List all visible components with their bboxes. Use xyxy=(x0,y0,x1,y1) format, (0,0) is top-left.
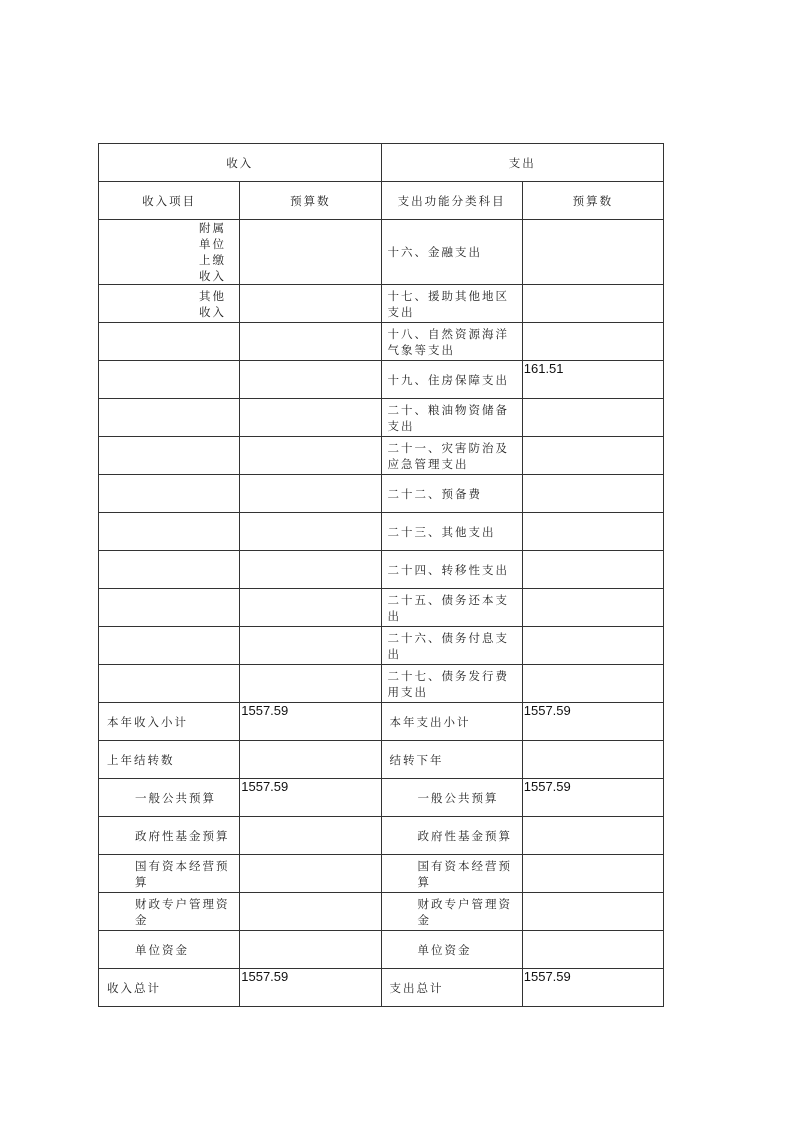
income-value xyxy=(240,779,381,817)
expense-item: 十九、住房保障支出 xyxy=(381,361,522,399)
expense-value xyxy=(522,399,663,437)
expense-value-text: 1557.59 xyxy=(523,779,571,794)
income-item xyxy=(99,551,240,589)
expense-value xyxy=(522,513,663,551)
expense-value-text: 161.51 xyxy=(523,361,564,376)
summary-row xyxy=(99,855,664,893)
table-row xyxy=(99,627,664,665)
expense-item: 单位资金 xyxy=(381,931,522,969)
income-value xyxy=(240,437,381,475)
expense-value xyxy=(522,285,663,323)
budget-table xyxy=(98,143,664,1007)
expense-value xyxy=(522,323,663,361)
expense-value xyxy=(522,665,663,703)
income-value-text: 1557.59 xyxy=(241,779,289,794)
table-row xyxy=(99,437,664,475)
table-title-row xyxy=(99,144,664,182)
summary-row xyxy=(99,817,664,855)
column-header-row xyxy=(99,182,664,220)
expense-value xyxy=(522,551,663,589)
income-total-value-text: 1557.59 xyxy=(241,969,289,984)
income-value xyxy=(240,931,381,969)
expense-total-value xyxy=(522,969,663,1007)
expense-value xyxy=(522,627,663,665)
income-value xyxy=(240,220,381,285)
income-total-value xyxy=(240,969,381,1007)
income-item: 附属单位上缴收入 xyxy=(99,220,240,285)
income-item: 上年结转数 xyxy=(99,741,240,779)
expense-item: 十七、援助其他地区支出 xyxy=(381,285,522,323)
expense-item-header: 支出功能分类科目 xyxy=(381,182,522,220)
expense-item: 二十、粮油物资储备支出 xyxy=(381,399,522,437)
income-item: 单位资金 xyxy=(99,931,240,969)
income-item xyxy=(99,437,240,475)
total-row xyxy=(99,969,664,1007)
expense-item: 政府性基金预算 xyxy=(381,817,522,855)
income-value xyxy=(240,817,381,855)
expense-total-label: 支出总计 xyxy=(381,969,522,1007)
income-value xyxy=(240,665,381,703)
expense-value xyxy=(522,779,663,817)
table-row xyxy=(99,665,664,703)
income-item: 财政专户管理资金 xyxy=(99,893,240,931)
expense-item: 结转下年 xyxy=(381,741,522,779)
income-total-label: 收入总计 xyxy=(99,969,240,1007)
income-item: 其他收入 xyxy=(99,285,240,323)
expense-value xyxy=(522,361,663,399)
table-row xyxy=(99,361,664,399)
expense-value xyxy=(522,475,663,513)
income-value xyxy=(240,361,381,399)
expense-item: 二十五、债务还本支出 xyxy=(381,589,522,627)
expense-value xyxy=(522,931,663,969)
table-row xyxy=(99,220,664,285)
income-item: 本年收入小计 xyxy=(99,703,240,741)
expense-item: 本年支出小计 xyxy=(381,703,522,741)
income-value xyxy=(240,741,381,779)
income-value xyxy=(240,323,381,361)
income-item xyxy=(99,475,240,513)
expense-value xyxy=(522,855,663,893)
expense-value xyxy=(522,703,663,741)
income-item xyxy=(99,665,240,703)
income-item xyxy=(99,513,240,551)
income-value xyxy=(240,589,381,627)
table-row xyxy=(99,285,664,323)
expense-item: 二十四、转移性支出 xyxy=(381,551,522,589)
table-row xyxy=(99,589,664,627)
income-item: 政府性基金预算 xyxy=(99,817,240,855)
expense-value xyxy=(522,893,663,931)
table-row xyxy=(99,551,664,589)
income-value xyxy=(240,893,381,931)
expense-item: 一般公共预算 xyxy=(381,779,522,817)
income-item: 国有资本经营预算 xyxy=(99,855,240,893)
expense-value-text: 1557.59 xyxy=(523,703,571,718)
income-title: 收入 xyxy=(99,144,382,182)
income-value xyxy=(240,627,381,665)
income-value-text: 1557.59 xyxy=(241,703,289,718)
income-item xyxy=(99,589,240,627)
income-value xyxy=(240,475,381,513)
expense-budget-header: 预算数 xyxy=(522,182,663,220)
summary-row xyxy=(99,779,664,817)
expense-value xyxy=(522,220,663,285)
income-item xyxy=(99,361,240,399)
table-row xyxy=(99,513,664,551)
income-value xyxy=(240,513,381,551)
expense-item: 二十一、灾害防治及应急管理支出 xyxy=(381,437,522,475)
summary-row xyxy=(99,703,664,741)
expense-item: 十六、金融支出 xyxy=(381,220,522,285)
table-row xyxy=(99,323,664,361)
income-value xyxy=(240,551,381,589)
expense-title: 支出 xyxy=(381,144,664,182)
summary-row xyxy=(99,741,664,779)
expense-value xyxy=(522,741,663,779)
expense-item: 国有资本经营预算 xyxy=(381,855,522,893)
expense-item: 二十七、债务发行费用支出 xyxy=(381,665,522,703)
expense-value xyxy=(522,437,663,475)
income-value xyxy=(240,285,381,323)
expense-item: 十八、自然资源海洋气象等支出 xyxy=(381,323,522,361)
table-row xyxy=(99,399,664,437)
expense-value xyxy=(522,817,663,855)
income-item xyxy=(99,627,240,665)
summary-row xyxy=(99,931,664,969)
income-value xyxy=(240,855,381,893)
expense-total-value-text: 1557.59 xyxy=(523,969,571,984)
expense-item: 财政专户管理资金 xyxy=(381,893,522,931)
income-budget-header: 预算数 xyxy=(240,182,381,220)
income-value xyxy=(240,399,381,437)
expense-item: 二十三、其他支出 xyxy=(381,513,522,551)
summary-row xyxy=(99,893,664,931)
income-item-header: 收入项目 xyxy=(99,182,240,220)
expense-item: 二十六、债务付息支出 xyxy=(381,627,522,665)
income-item xyxy=(99,323,240,361)
income-item: 一般公共预算 xyxy=(99,779,240,817)
income-value xyxy=(240,703,381,741)
table-row xyxy=(99,475,664,513)
expense-item: 二十二、预备费 xyxy=(381,475,522,513)
income-item xyxy=(99,399,240,437)
expense-value xyxy=(522,589,663,627)
